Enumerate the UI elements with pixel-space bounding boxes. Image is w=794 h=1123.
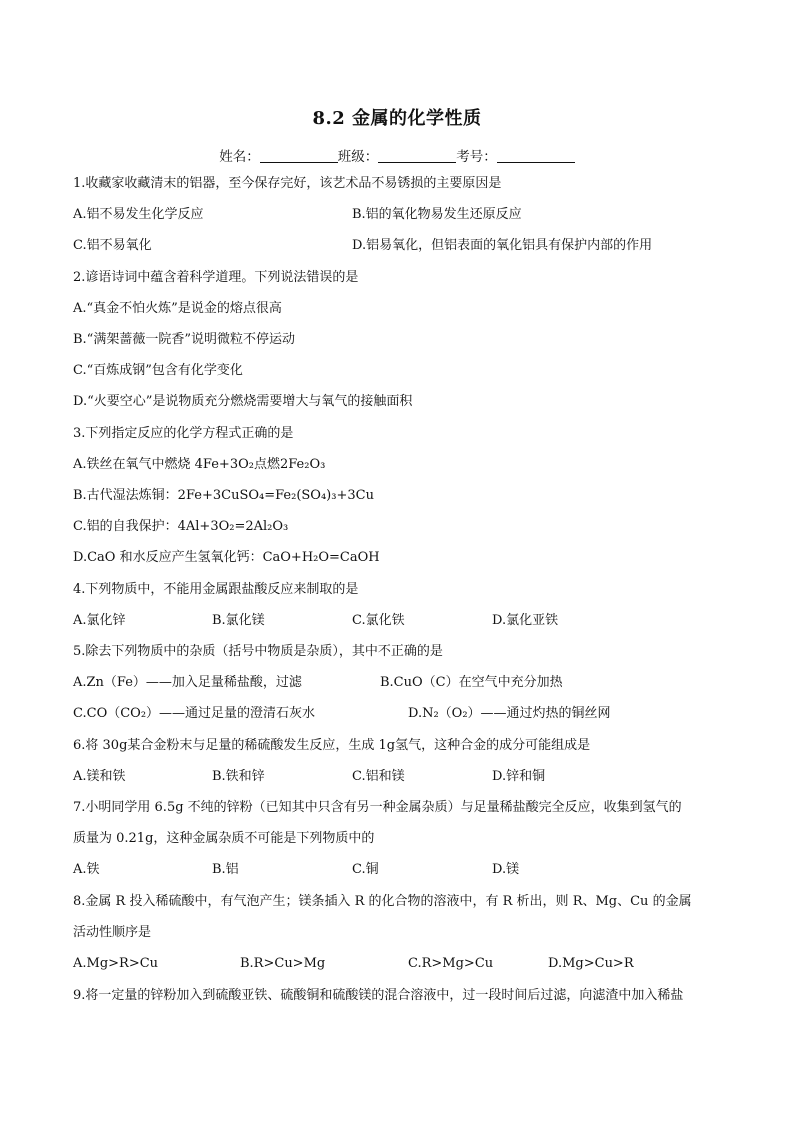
question-4-option-b: B.氯化镁 [212,613,265,628]
question-6-stem: 6.将 30g某合金粉末与足量的稀硫酸发生反应，生成 1g氢气，这种合金的成分可能组成是 [73,738,591,753]
question-3-option-d: D.CaO 和水反应产生氢氧化钙：CaO+H₂O=CaOH [73,550,380,565]
question-4-stem: 4.下列物质中，不能用金属跟盐酸反应来制取的是 [73,582,359,597]
question-6-option-b: B.铁和锌 [212,769,265,784]
exam-label: 考号： [456,149,497,165]
question-8-option-a: A.Mg>R>Cu [73,956,159,971]
question-8-option-b: B.R>Cu>Mg [240,956,326,971]
question-8-option-d: D.Mg>Cu>R [548,956,634,971]
question-8-stem-continued: 活动性顺序是 [73,925,152,940]
question-5-option-d: D.N₂（O₂）——通过灼热的铜丝网 [408,706,611,721]
question-2-option-b: B.“满架蔷薇一院香”说明微粒不停运动 [73,332,295,347]
question-1-stem: 1.收藏家收藏清末的铝器，至今保存完好，该艺术品不易锈损的主要原因是 [73,176,502,191]
question-2-option-d: D.“火要空心”是说物质充分燃烧需要增大与氧气的接触面积 [73,394,413,409]
question-7-option-d: D.镁 [492,862,520,877]
question-5-option-c: C.CO（CO₂）——通过足量的澄清石灰水 [73,706,316,721]
class-blank[interactable] [378,150,456,163]
question-1-option-d: D.铝易氧化，但铝表面的氧化铝具有保护内部的作用 [352,238,653,253]
question-1-option-a: A.铝不易发生化学反应 [73,207,204,222]
student-info-row [0,145,794,165]
question-7-option-c: C.铜 [352,862,379,877]
question-5-option-a: A.Zn（Fe）——加入足量稀盐酸，过滤 [73,675,302,690]
exam-number-blank[interactable] [497,150,575,163]
question-3-stem: 3.下列指定反应的化学方程式正确的是 [73,426,294,441]
question-4-option-d: D.氯化亚铁 [492,613,559,628]
question-6-option-a: A.镁和铁 [73,769,126,784]
question-8-option-c: C.R>Mg>Cu [408,956,494,971]
question-2-stem: 2.谚语诗词中蕴含着科学道理。下列说法错误的是 [73,270,359,285]
question-4-option-c: C.氯化铁 [352,613,405,628]
question-1-option-c: C.铝不易氧化 [73,238,152,253]
name-blank[interactable] [260,150,338,163]
question-2-option-a: A.“真金不怕火炼”是说金的熔点很高 [73,301,282,316]
question-7-stem-continued: 质量为 0.21g，这种金属杂质不可能是下列物质中的 [73,831,375,846]
class-label: 班级： [337,149,379,165]
question-3-option-b: B.古代湿法炼铜：2Fe+3CuSO₄=Fe₂(SO₄)₃+3Cu [73,488,374,503]
question-5-stem: 5.除去下列物质中的杂质（括号中物质是杂质），其中不正确的是 [73,644,443,659]
question-3-option-a: A.铁丝在氧气中燃烧 4Fe+3O₂点燃2Fe₂O₃ [73,457,326,472]
question-9-stem: 9.将一定量的锌粉加入到硫酸亚铁、硫酸铜和硫酸镁的混合溶液中，过一段时间后过滤，向滤渣中加入稀盐 [73,988,684,1003]
question-1-option-b: B.铝的氧化物易发生还原反应 [352,207,522,222]
question-2-option-c: C.“百炼成钢”包含有化学变化 [73,363,243,378]
name-label: 姓名： [219,149,260,165]
page-title: 8.2 金属的化学性质 [312,108,482,129]
question-8-stem: 8.金属 R 投入稀硫酸中，有气泡产生；镁条插入 R 的化合物的溶液中，有 R 析出，则 R、Mg、Cu 的金属 [73,894,692,909]
question-5-option-b: B.CuO（C）在空气中充分加热 [380,675,563,690]
question-7-stem: 7.小明同学用 6.5g 不纯的锌粉（已知其中只含有另一种金属杂质）与足量稀盐酸完全反应，收集到氢气的 [73,800,682,815]
question-4-option-a: A.氯化锌 [73,613,126,628]
question-7-option-a: A.铁 [73,862,100,877]
question-6-option-d: D.锌和铜 [492,769,546,784]
question-6-option-c: C.铝和镁 [352,769,405,784]
question-3-option-c: C.铝的自我保护：4Al+3O₂=2Al₂O₃ [73,519,289,534]
question-7-option-b: B.铝 [212,862,239,877]
